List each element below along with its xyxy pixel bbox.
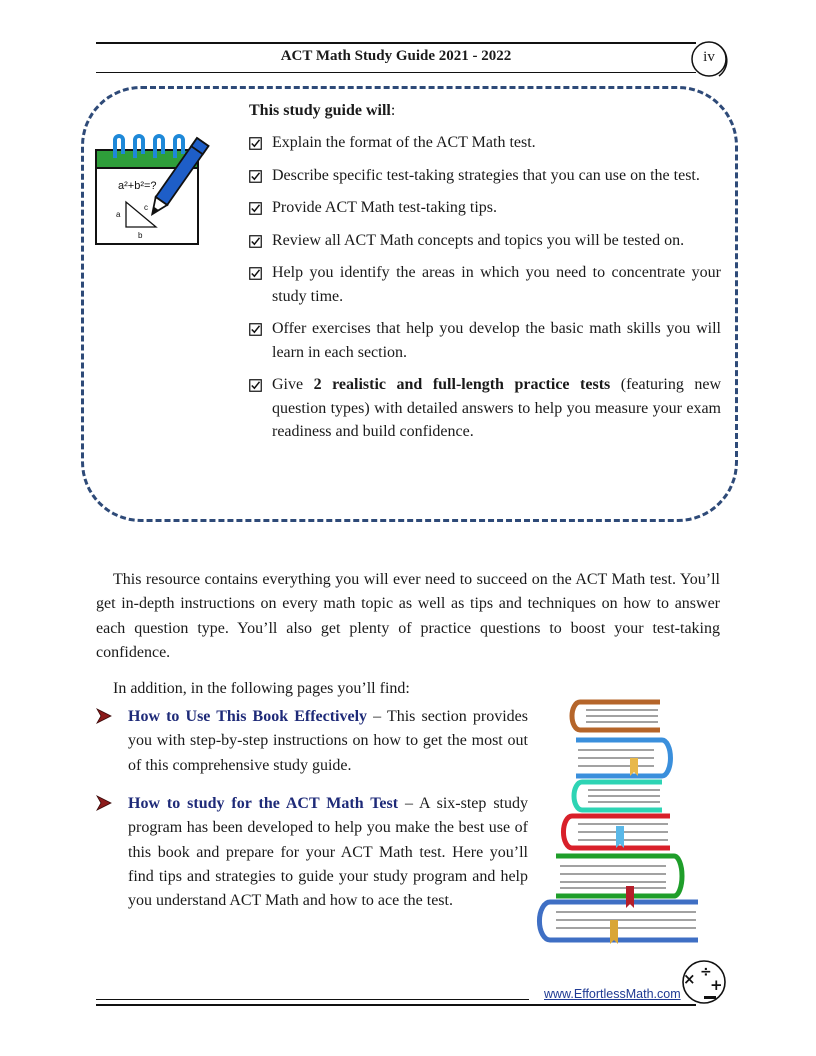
book-stack-illustration	[534, 698, 706, 948]
list-item	[249, 196, 721, 220]
footer-rule-short	[96, 999, 529, 1000]
checkbox-checked-icon	[249, 202, 262, 215]
list-item	[249, 229, 721, 253]
triangle-label-c: c	[144, 203, 148, 212]
formula-label: a²+b²=?	[118, 180, 157, 192]
addition-paragraph: In addition, in the following pages you’ll find:	[113, 680, 410, 697]
header-rule-bottom	[96, 72, 696, 73]
intro-paragraph: This resource contains everything you will ever need to succeed on the ACT Math test. You’ll get in-depth instructions on every math topic as well as tips and techniques on how to answer each question type. You’ll also get plenty of practice questions to boost your test-taking confidence.	[96, 571, 720, 661]
calendar-pencil-icon	[94, 132, 234, 250]
footer-rule-long	[96, 1004, 696, 1006]
triangle-label-a: a	[116, 210, 121, 219]
triangle-label-b: b	[138, 231, 143, 240]
list-item	[249, 373, 721, 444]
checkbox-checked-icon	[249, 379, 262, 392]
section-how-to-use	[96, 705, 528, 778]
list-item-text: Explain the format of the ACT Math test.	[272, 134, 536, 151]
list-item-text: Review all ACT Math concepts and topics you will be tested on.	[272, 231, 685, 249]
section-text: – A six-step study program has been developed to help you make the best use of this book and prepare for your ACT Math test. Here you’ll find tips and strategies to guide your study program and help you understand ACT Math and how to ace the test.	[128, 795, 529, 910]
section-heading: How to Use This Book Effectively	[128, 708, 368, 725]
checkbox-checked-icon	[249, 323, 262, 336]
svg-text:+: +	[710, 976, 723, 994]
list-item-text: Help you identify the areas in which you need to concentrate your study time.	[272, 264, 721, 305]
arrow-bullet-icon	[96, 708, 112, 724]
study-guide-title-bold: This study guide will	[249, 102, 391, 119]
checkbox-checked-icon	[249, 170, 262, 183]
study-guide-title	[249, 102, 395, 120]
section-heading: How to study for the ACT Math Test	[128, 795, 399, 812]
checkbox-checked-icon	[249, 235, 262, 248]
svg-text:÷: ÷	[700, 964, 712, 980]
page-number-badge	[689, 40, 733, 80]
list-item-text-suffix: (featuring new question types) with detailed answers to help you measure your exam readiness and build confidence.	[272, 376, 721, 440]
page-number: iv	[703, 49, 715, 65]
list-item	[249, 131, 721, 155]
list-item-text: Describe specific test-taking strategies that you can use on the test.	[272, 166, 700, 184]
list-item	[249, 261, 721, 308]
list-item-text: Provide ACT Math test-taking tips.	[272, 199, 498, 216]
study-guide-title-colon: :	[390, 102, 396, 119]
list-item-text-bold: 2 realistic and full-length practice tests	[313, 376, 611, 393]
section-how-to-study	[96, 792, 528, 913]
page-header-title: ACT Math Study Guide 2021 - 2022	[280, 48, 512, 64]
list-item-text-prefix: Give	[272, 376, 314, 393]
list-item	[249, 317, 721, 364]
study-guide-list	[249, 131, 721, 453]
list-item	[249, 164, 721, 188]
website-link[interactable]: www.EffortlessMath.com	[544, 987, 681, 1001]
svg-text:×: ×	[683, 970, 696, 988]
section-text: – This section provides you with step-by-step instructions on how to get the most out of this comprehensive study guide.	[128, 708, 528, 774]
list-item-text: Offer exercises that help you develop the basic math skills you will learn in each section.	[272, 320, 721, 361]
checkbox-checked-icon	[249, 267, 262, 280]
header-rule-top	[96, 42, 696, 44]
arrow-bullet-icon	[96, 795, 112, 811]
math-operations-icon	[674, 958, 730, 1008]
checkbox-checked-icon	[249, 137, 262, 150]
